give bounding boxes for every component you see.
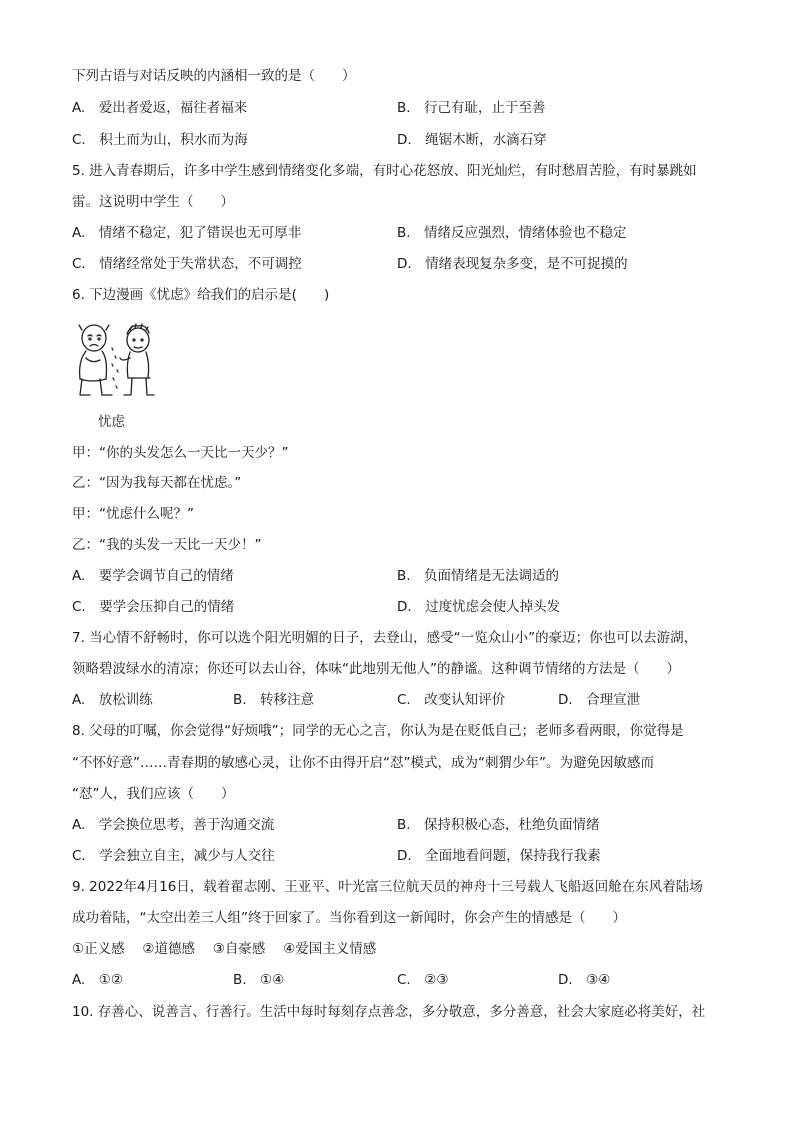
option-a: A. 爱出者爱返，福往者福来 (72, 100, 248, 116)
option-b: B. 行己有耻，止于至善 (397, 100, 546, 116)
dialogue-line: 甲：“你的头发怎么一天比一天少？” (72, 445, 289, 461)
option-c: C. 学会独立自主，减少与人交往 (72, 848, 275, 864)
option-a: A. 放松训练 (72, 692, 153, 708)
question-7-line-2: 领略碧波绿水的清凉；你还可以去山谷，体味“此地别无他人”的静谧。这种调节情绪的方法是（ ） (72, 661, 680, 677)
option-b: B. 负面情绪是无法调适的 (397, 568, 560, 584)
worry-cartoon-illustration (68, 318, 164, 400)
dialogue-line: 甲：“忧虑什么呢？” (72, 506, 194, 522)
option-b: B. ①④ (233, 972, 285, 988)
question-8-line-3: “怼”人，我们应该（ ） (72, 786, 235, 802)
question-8-line-1: 8. 父母的叮嘱，你会觉得“好烦哦”；同学的无心之言，你认为是在贬低自己；老师多看两眼，你觉得是 (72, 723, 684, 739)
option-c: C. 积土而为山，积水而为海 (72, 132, 248, 148)
option-c: C. 要学会压抑自己的情绪 (72, 599, 235, 615)
option-d: D. 过度忧虑会使人掉头发 (397, 599, 561, 615)
dialogue-line: 乙：“我的头发一天比一天少！” (72, 537, 262, 553)
question-5-line-2: 雷。这说明中学生（ ） (72, 194, 234, 210)
option-d: D. 情绪表现复杂多变，是不可捉摸的 (397, 256, 628, 272)
option-a: A. 情绪不稳定，犯了错误也无可厚非 (72, 225, 302, 241)
option-d: D. 绳锯木断，水滴石穿 (397, 132, 547, 148)
question-8-line-2: “不怀好意”……青春期的敏感心灵，让你不由得开启“怼”模式，成为“刺猬少年”。为避免因敏感而 (72, 755, 654, 771)
option-d: D. ③④ (558, 972, 611, 988)
option-d: D. 全面地看问题，保持我行我素 (397, 848, 601, 864)
option-d: D. 合理宣泄 (558, 692, 641, 708)
option-b: B. 转移注意 (233, 692, 315, 708)
option-a: A. 要学会调节自己的情绪 (72, 568, 234, 584)
question-10-line-1: 10. 存善心、说善言、行善行。生活中每时每刻存点善念，多分敬意，多分善意，社会大家庭必将美好，社 (72, 1004, 706, 1020)
option-b: B. 保持积极心态，杜绝负面情绪 (397, 817, 600, 833)
dialogue-line: 乙：“因为我每天都在忧虑。” (72, 475, 242, 491)
question-9-line-1: 9. 2022年4月16日，载着翟志刚、王亚平、叶光富三位航天员的神舟十三号载人飞船返回舱在东风着陆场 (72, 879, 703, 895)
option-a: A. 学会换位思考，善于沟通交流 (72, 817, 275, 833)
cartoon-caption: 忧虑 (98, 414, 125, 430)
option-b: B. 情绪反应强烈，情绪体验也不稳定 (397, 225, 627, 241)
option-a: A. ①② (72, 972, 123, 988)
question-9-line-2: 成功着陆，“太空出差三人组”终于回家了。当你看到这一新闻时，你会产生的情感是（ ） (72, 910, 626, 926)
question-9-line-3: ①正义感 ②道德感 ③自豪感 ④爱国主义情感 (72, 941, 377, 957)
question-5-line-1: 5. 进入青春期后，许多中学生感到情绪变化多端，有时心花怒放、阳光灿烂，有时愁眉苦脸，有时暴跳如 (72, 163, 697, 179)
option-c: C. 改变认知评价 (397, 692, 506, 708)
question-stem: 下列古语与对话反映的内涵相一致的是（ ） (72, 68, 356, 84)
question-7-line-1: 7. 当心情不舒畅时，你可以选个阳光明媚的日子，去登山，感受“一览众山小”的豪迈；你也可以去游湖， (72, 630, 698, 646)
option-c: C. 情绪经常处于失常状态，不可调控 (72, 256, 302, 272)
question-6-stem: 6. 下边漫画《忧虑》给我们的启示是( ) (72, 287, 330, 303)
option-c: C. ②③ (397, 972, 449, 988)
